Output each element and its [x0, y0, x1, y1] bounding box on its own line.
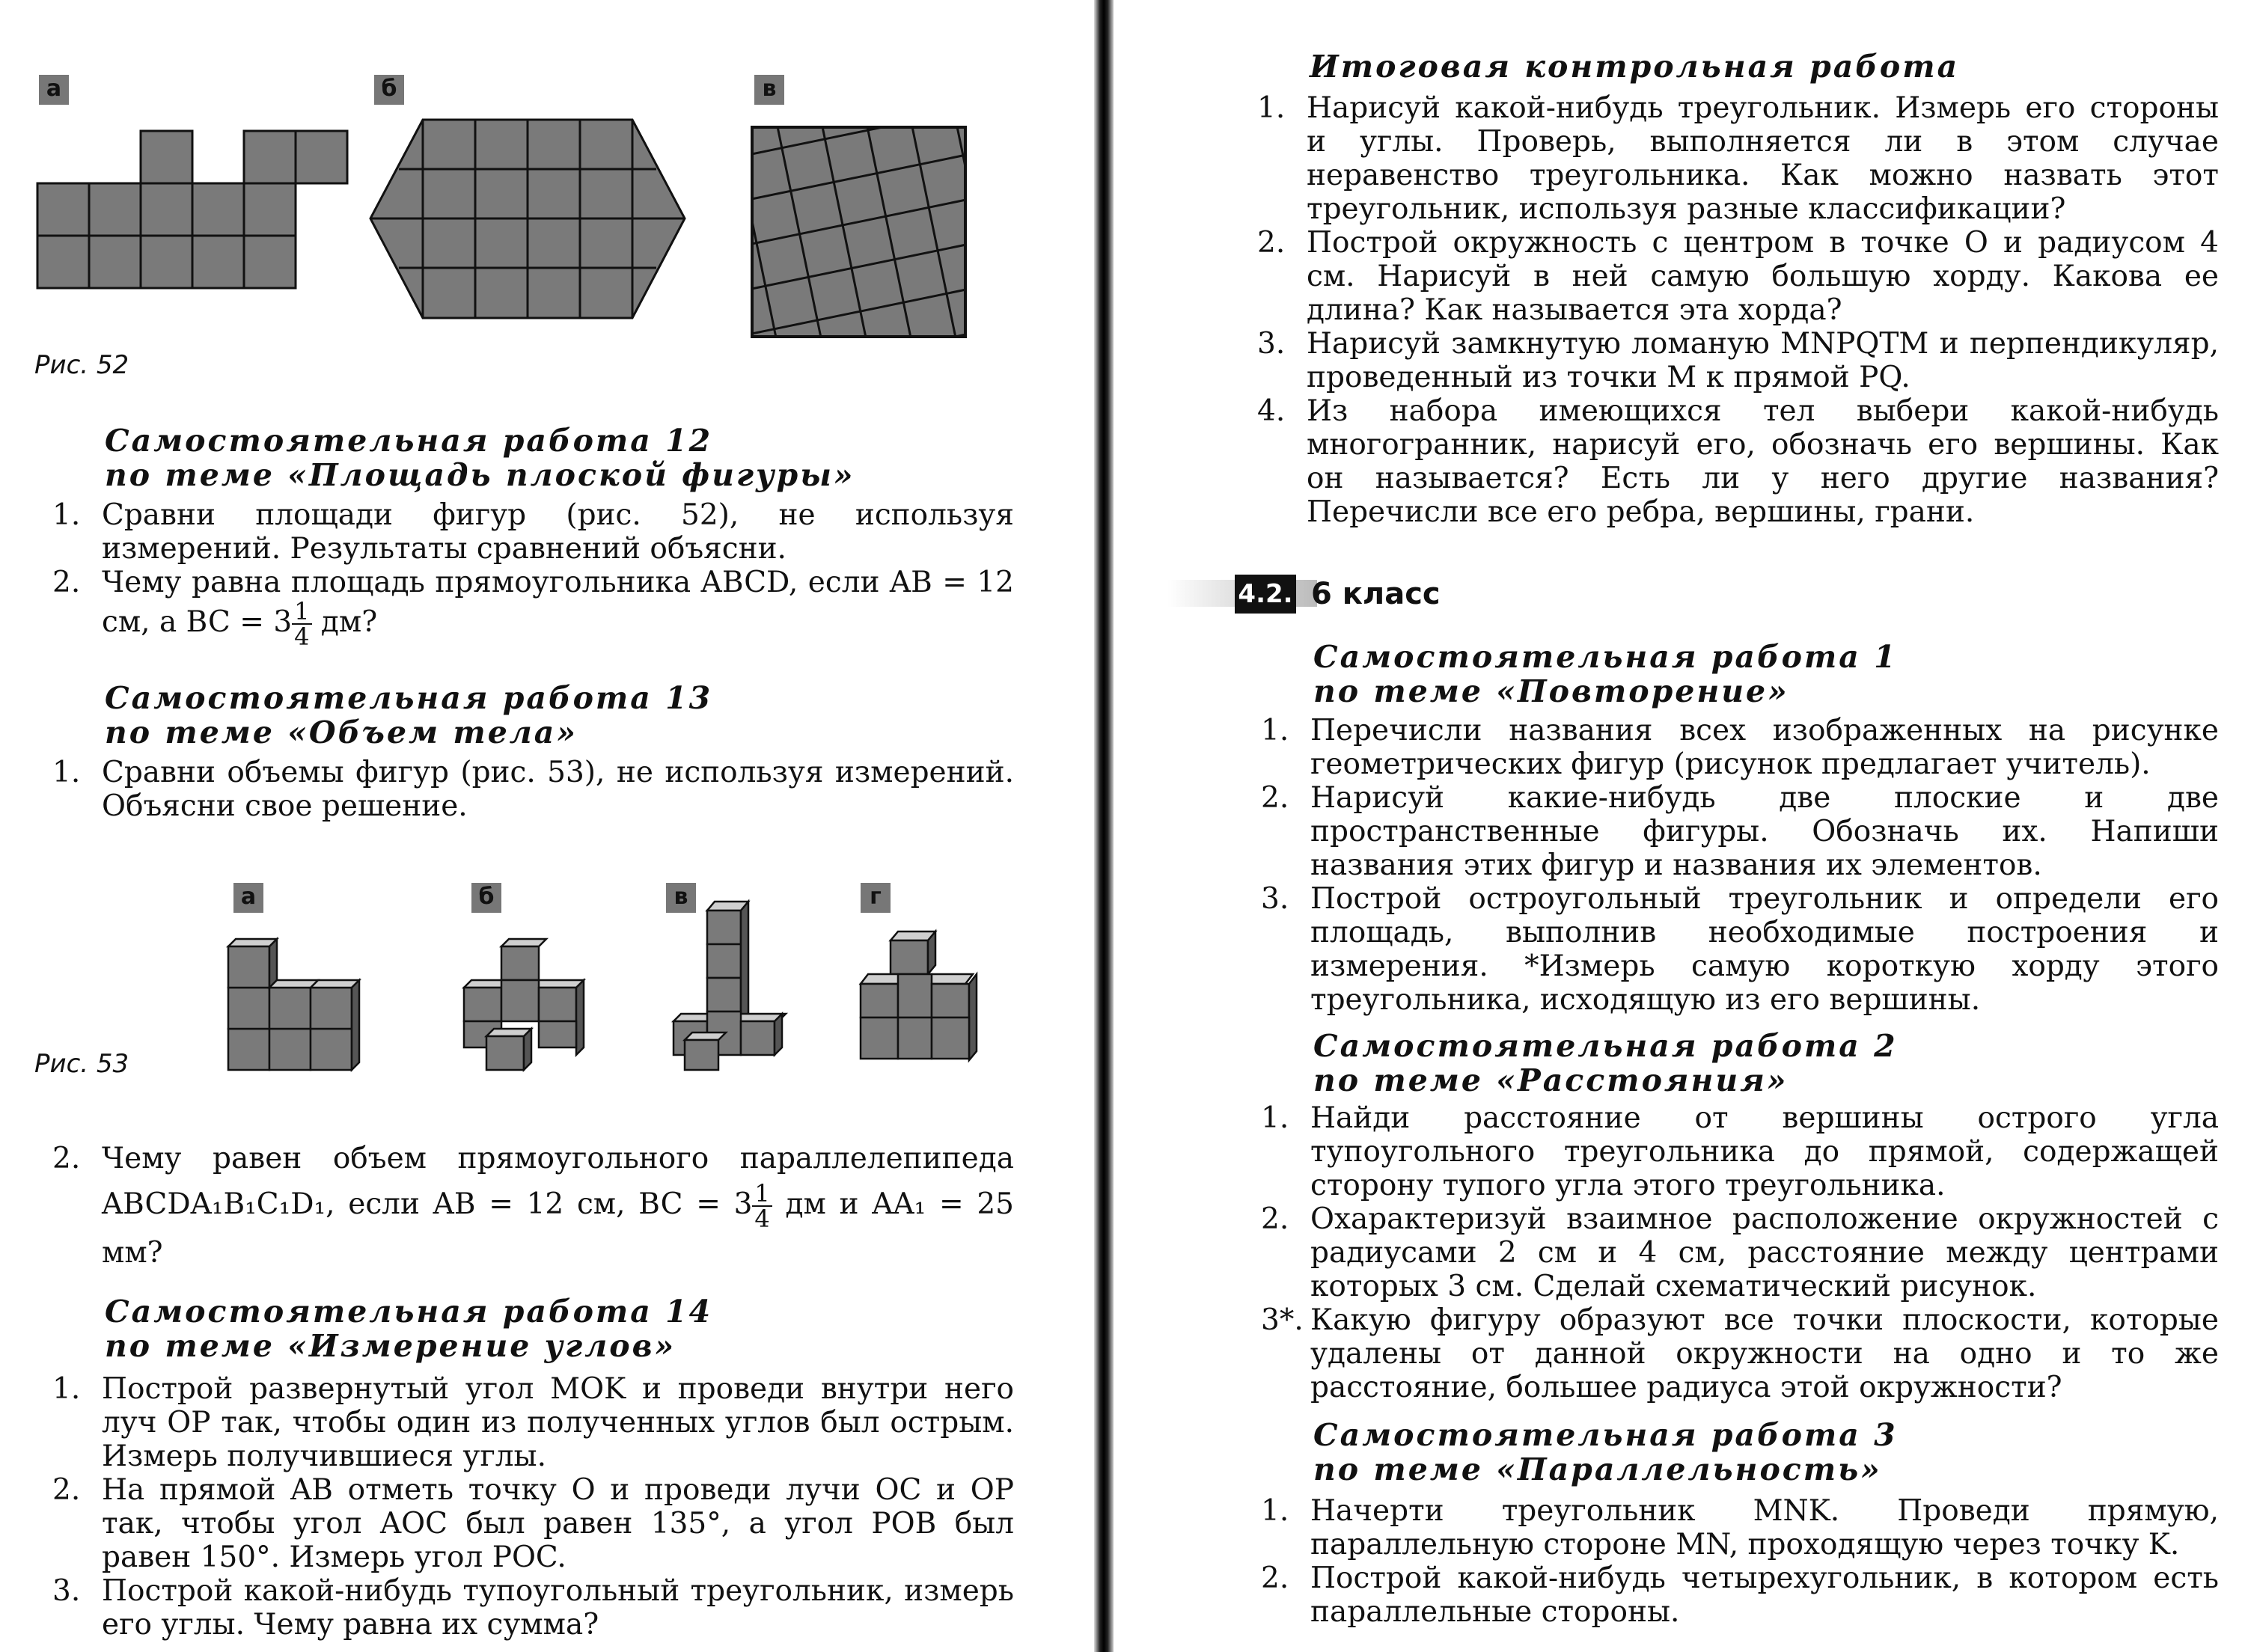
work12-task-2	[52, 566, 1014, 649]
task-text: Нарисуй какой-нибудь треугольник. Измерь его стороны и углы. Проверь, выполняется ли в этом случае неравенство треугольника. Как можно назвать этот треугольник, используя разные классификации?	[1307, 91, 2219, 226]
task-text: Построй какой-нибудь четырехугольник, в котором есть параллельные стороны.	[1310, 1561, 2219, 1629]
right-page	[1122, 0, 2245, 1652]
task-text: Охарактеризуй взаимное расположение окружностей с радиусами 2 см и 4 см, расстояние между центрами которых 3 см. Сделай схематический рисунок.	[1310, 1202, 2219, 1303]
task-text: Построй окружность с центром в точке O и радиусом 4 см. Нарисуй в ней самую большую хорду. Какова ее длина? Как называется эта хорда?	[1307, 226, 2219, 327]
task-number: 1.	[1261, 714, 1289, 747]
work14-task-2	[52, 1473, 1014, 1574]
task-number: 3*.	[1261, 1303, 1304, 1337]
work13-block	[105, 681, 1014, 750]
fig53-solid-v	[666, 902, 797, 1074]
fraction-denominator: 4	[754, 1205, 770, 1233]
task-text: Нарисуй какие-нибудь две плоские и две пространственные фигуры. Обозначь их. Напиши названия этих фигур и названия их элементов.	[1310, 781, 2219, 882]
task-number: 4.	[1257, 394, 1286, 428]
task-text: Сравни объемы фигур (рис. 53), не используя измерений. Объясни свое решение.	[102, 756, 1014, 823]
fig53-solid-b	[464, 939, 591, 1074]
task-number: 3.	[1257, 327, 1286, 361]
fraction-denominator: 4	[294, 622, 310, 651]
work3-tasks	[1261, 1491, 2219, 1629]
fig53-label-g: г	[861, 883, 891, 913]
fig53-solid-g	[861, 931, 995, 1074]
fraction-numerator: 1	[752, 1181, 772, 1207]
fig53-caption: Рис. 53	[34, 1049, 129, 1079]
final-task-3	[1257, 327, 2219, 394]
work2-title: Самостоятельная работа 2	[1313, 1028, 1898, 1064]
task-text: Нарисуй замкнутую ломаную MNPQTM и перпендикуляр, проведенный из точки M к прямой PQ.	[1307, 327, 2219, 394]
work12-topic: по теме «Площадь плоской фигуры»	[105, 457, 855, 493]
task-text: Перечисли названия всех изображенных на рисунке геометрических фигур (рисунок предлагает учитель).	[1310, 714, 2219, 781]
work2-block	[1313, 1029, 2211, 1098]
work13-task-2	[52, 1136, 1014, 1276]
fig52-label-a: а	[39, 75, 69, 105]
work13-tasks	[52, 753, 1014, 823]
fig53-solid-a	[224, 939, 359, 1074]
work1-task-2	[1261, 781, 2219, 882]
task-text: Какую фигуру образуют все точки плоскости, которые удалены от данной окружности на одно и то же расстояние, большее радиуса этой окружности?	[1310, 1303, 2219, 1404]
work14-title: Самостоятельная работа 14	[105, 1294, 713, 1330]
task-text: Сравни площади фигур (рис. 52), не используя измерений. Результаты сравнений объясни.	[102, 498, 1014, 566]
fig53-label-v: в	[666, 883, 696, 913]
work3-task-1	[1261, 1494, 2219, 1561]
work1-title: Самостоятельная работа 1	[1313, 639, 1898, 675]
work2-task-1	[1261, 1101, 2219, 1202]
final-task-4	[1257, 394, 2219, 529]
task-text: Чему равна площадь прямоугольника ABCD, если AB = 12 см, а BC = 3	[102, 566, 1014, 639]
work13-task-1	[52, 756, 1014, 823]
work14-task-3	[52, 1574, 1014, 1642]
task-text: Построй какой-нибудь тупоугольный треугольник, измерь его углы. Чему равна их сумма?	[102, 1574, 1014, 1642]
final-work-tasks	[1257, 88, 2219, 529]
fig53-label-b: б	[471, 883, 501, 913]
task-number: 1.	[1261, 1494, 1289, 1528]
task-text: Построй развернутый угол MOK и проведи внутри него луч OP так, чтобы один из полученных углов был острым. Измерь получившиеся углы.	[102, 1372, 1014, 1473]
work14-tasks	[52, 1369, 1014, 1642]
task-text: Построй остроугольный треугольник и определи его площадь, выполнив необходимые построения и измерения. *Измерь самую короткую хорду этого треугольника, исходящую из его вершины.	[1310, 882, 2219, 1017]
work3-block	[1313, 1418, 2211, 1487]
task-number: 2.	[1257, 226, 1286, 260]
task-text-end: дм и AA₁ = 25 мм?	[102, 1187, 1014, 1270]
work14-task-1	[52, 1372, 1014, 1473]
task-number: 2.	[1261, 1561, 1289, 1595]
work2-topic: по теме «Расстояния»	[1313, 1062, 1789, 1098]
task-text: Чему равен объем прямоугольного параллелепипеда ABCDA₁B₁C₁D₁, если AB = 12 см, BC = 3	[102, 1142, 1014, 1221]
final-task-2	[1257, 226, 2219, 327]
fig52-label-v: в	[754, 75, 784, 105]
task-number: 1.	[52, 1372, 81, 1406]
fig52-shape-v	[752, 127, 965, 337]
task-text-end: дм?	[311, 605, 378, 639]
task-number: 1.	[1257, 91, 1286, 125]
fig52-label-b: б	[374, 75, 404, 105]
task-number: 2.	[1261, 1202, 1289, 1236]
section-number: 4.2.	[1235, 575, 1296, 614]
task-number: 1.	[1261, 1101, 1289, 1135]
task-number: 2.	[52, 1142, 81, 1175]
work1-block	[1313, 640, 2211, 709]
work14-block	[105, 1294, 1014, 1363]
fig53-label-a: а	[233, 883, 263, 913]
task-number: 2.	[52, 566, 81, 599]
work2-task-3	[1261, 1303, 2219, 1404]
fraction	[752, 1181, 772, 1231]
fig52-shape-b	[370, 120, 685, 318]
work1-task-3	[1261, 882, 2219, 1017]
task-number: 1.	[52, 498, 81, 532]
section-title: 6 класс	[1311, 577, 1441, 611]
work14-topic: по теме «Измерение углов»	[105, 1328, 676, 1364]
work1-task-1	[1261, 714, 2219, 781]
work2-task-2	[1261, 1202, 2219, 1303]
book-gutter	[1094, 0, 1114, 1652]
task-text: Найди расстояние от вершины острого угла тупоугольного треугольника до прямой, содержащей сторону тупого угла этого треугольника.	[1310, 1101, 2219, 1202]
task-number: 2.	[1261, 781, 1289, 815]
fig52-shape-a	[37, 131, 348, 288]
work13-title: Самостоятельная работа 13	[105, 680, 713, 716]
work12-task-1	[52, 498, 1014, 566]
work1-tasks	[1261, 711, 2219, 1017]
task-text: Из набора имеющихся тел выбери какой-нибудь многогранник, нарисуй его, обозначь его вершины. Как он называется? Есть ли у него другие названия? Перечисли все его ребра, вершины, грани.	[1307, 394, 2219, 529]
final-work-block	[1310, 49, 2208, 84]
work12-block	[105, 423, 1014, 492]
task-number: 2.	[52, 1473, 81, 1507]
task-text: На прямой AB отметь точку O и проведи лучи OC и OP так, чтобы угол AOC был равен 135°, а угол POB был равен 150°. Измерь угол POC.	[102, 1473, 1014, 1574]
work2-tasks	[1261, 1098, 2219, 1404]
work3-title: Самостоятельная работа 3	[1313, 1417, 1898, 1453]
fraction	[292, 599, 311, 649]
work12-tasks	[52, 495, 1014, 649]
left-page	[0, 0, 1078, 1652]
fig52-caption: Рис. 52	[34, 350, 129, 380]
final-task-1	[1257, 91, 2219, 226]
work1-topic: по теме «Повторение»	[1313, 673, 1789, 709]
final-work-title: Итоговая контрольная работа	[1310, 49, 1960, 85]
task-number: 3.	[1261, 882, 1289, 916]
work3-topic: по теме «Параллельность»	[1313, 1451, 1882, 1487]
task-text: Начерти треугольник MNK. Проведи прямую, параллельную стороне MN, проходящую через точку K.	[1310, 1494, 2219, 1561]
work13-tasks-cont	[52, 1134, 1014, 1276]
work3-task-2	[1261, 1561, 2219, 1629]
work12-title: Самостоятельная работа 12	[105, 423, 713, 459]
task-number: 3.	[52, 1574, 81, 1608]
task-number: 1.	[52, 756, 81, 789]
fraction-numerator: 1	[292, 599, 311, 625]
work13-topic: по теме «Объем тела»	[105, 715, 578, 750]
